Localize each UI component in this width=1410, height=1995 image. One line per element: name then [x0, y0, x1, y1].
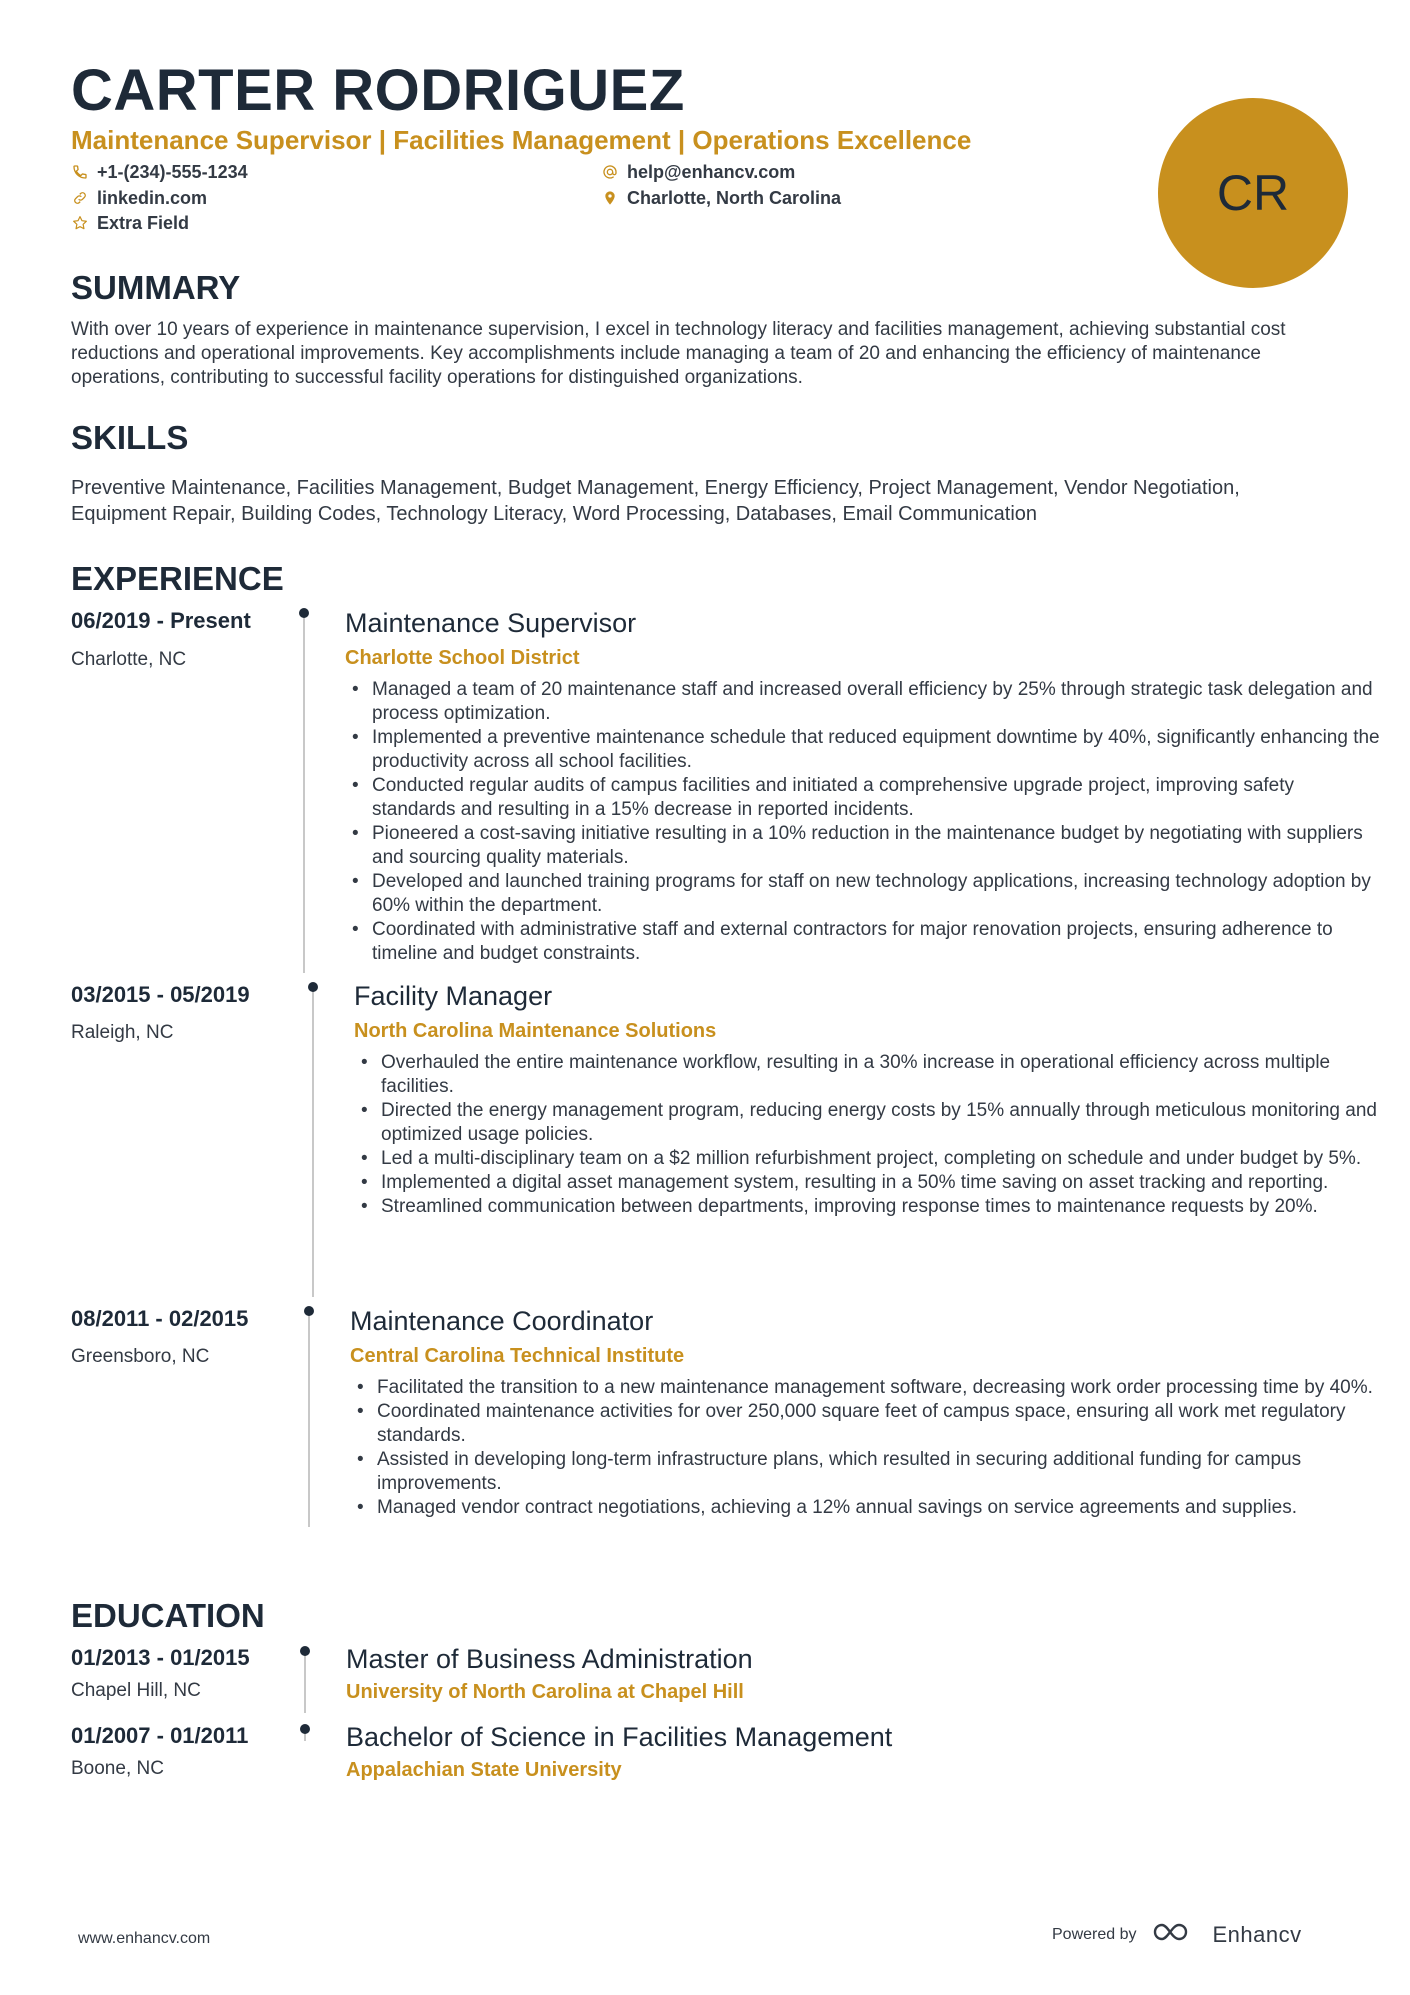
- list-item: • Directed the energy management program, reducing energy costs by 15% annually through meticulous monitoring and optimized usage policies.: [381, 1099, 1391, 1147]
- job-title: Facility Manager: [354, 981, 553, 1011]
- headline: Maintenance Supervisor | Facilities Management | Operations Excellence: [71, 125, 972, 155]
- list-item: • Implemented a digital asset management system, resulting in a 50% time saving on asset tracking and reporting.: [381, 1171, 1391, 1195]
- contact-phone[interactable]: [71, 160, 248, 184]
- experience-heading: EXPERIENCE: [71, 560, 284, 597]
- list-item: • Overhauled the entire maintenance workflow, resulting in a 30% increase in operational efficiency across multiple facilities.: [381, 1051, 1391, 1099]
- contact-location: [601, 186, 841, 210]
- list-item: • Pioneered a cost-saving initiative resulting in a 10% reduction in the maintenance budget by negotiating with suppliers and sourcing quality materials.: [372, 822, 1382, 870]
- job-date: 06/2019 - Present: [71, 608, 251, 633]
- timeline-line: [303, 613, 305, 973]
- timeline-line: [312, 987, 314, 1297]
- list-item: • Coordinated maintenance activities for over 250,000 square feet of campus space, ensuring all work met regulatory standards.: [377, 1400, 1387, 1448]
- education-heading: EDUCATION: [71, 1597, 265, 1634]
- job-company: North Carolina Maintenance Solutions: [354, 1020, 717, 1042]
- avatar: [1158, 98, 1348, 288]
- timeline-dot: [300, 1646, 310, 1656]
- job-date: 03/2015 - 05/2019: [71, 982, 250, 1007]
- job-company: Charlotte School District: [345, 647, 580, 669]
- footer-website[interactable]: www.enhancv.com: [78, 1930, 211, 1947]
- job-bullets: [351, 1376, 1387, 1520]
- star-icon: [71, 214, 89, 232]
- skills-text: Preventive Maintenance, Facilities Management, Budget Management, Energy Efficiency, Project Management, Vendor Negotiation, Equipment Repair, Building Codes, Technology Literacy, Word Processing, Databases, Email Communication: [71, 477, 1240, 525]
- timeline-dot: [299, 608, 309, 618]
- phone-text: +1-(234)-555-1234: [97, 162, 248, 182]
- list-item: • Implemented a preventive maintenance schedule that reduced equipment downtime by 40%, significantly enhancing the productivity across all school facilities.: [372, 726, 1382, 774]
- summary-heading: SUMMARY: [71, 269, 241, 306]
- list-item: • Assisted in developing long-term infrastructure plans, which resulted in securing additional funding for campus improvements.: [377, 1448, 1387, 1496]
- location-text: Charlotte, North Carolina: [627, 188, 842, 208]
- list-item: • Led a multi-disciplinary team on a $2 million refurbishment project, completing on schedule and under budget by 5%.: [381, 1147, 1391, 1171]
- skills-heading: SKILLS: [71, 419, 189, 456]
- phone-icon: [71, 163, 89, 181]
- map-pin-icon: [601, 189, 619, 207]
- list-item: • Facilitated the transition to a new maintenance management software, decreasing work order processing time by 40%.: [377, 1376, 1387, 1400]
- job-location: Greensboro, NC: [71, 1346, 210, 1367]
- timeline-line: [304, 1651, 306, 1713]
- enhancv-logo-icon: [1151, 1920, 1199, 1949]
- candidate-name: CARTER RODRIGUEZ: [71, 58, 685, 123]
- timeline-dot: [308, 982, 318, 992]
- link-icon: [71, 189, 89, 207]
- job-date: 08/2011 - 02/2015: [71, 1306, 249, 1331]
- education-school: University of North Carolina at Chapel Hill: [346, 1681, 744, 1703]
- education-date: 01/2013 - 01/2015: [71, 1645, 250, 1670]
- list-item: • Managed a team of 20 maintenance staff and increased overall efficiency by 25% through strategic task delegation and process optimization.: [372, 678, 1382, 726]
- timeline-line: [308, 1311, 310, 1527]
- linkedin-text: linkedin.com: [97, 188, 208, 208]
- education-location: Chapel Hill, NC: [71, 1680, 201, 1701]
- list-item: • Conducted regular audits of campus facilities and initiated a comprehensive upgrade project, improving safety standards and resulting in a 15% decrease in reported incidents.: [372, 774, 1382, 822]
- summary-text: With over 10 years of experience in maintenance supervision, I excel in technology literacy and facilities management, achieving substantial cost reductions and operational improvements. Key accomplishments include managing a team of 20 and enhancing the efficiency of maintenance operations, contributing to successful facility operations for distinguished organizations.: [71, 319, 1286, 388]
- timeline-dot: [300, 1724, 310, 1734]
- extra-text: Extra Field: [97, 213, 190, 233]
- education-date: 01/2007 - 01/2011: [71, 1723, 249, 1748]
- list-item: • Developed and launched training programs for staff on new technology applications, increasing technology adoption by 60% within the department.: [372, 870, 1382, 918]
- list-item: • Streamlined communication between departments, improving response times to maintenance requests by 20%.: [381, 1195, 1391, 1219]
- email-text: help@enhancv.com: [627, 162, 796, 182]
- education-degree: Master of Business Administration: [346, 1644, 753, 1674]
- contact-info: [71, 160, 1131, 240]
- education-degree: Bachelor of Science in Facilities Management: [346, 1722, 893, 1752]
- job-title: Maintenance Coordinator: [350, 1306, 654, 1336]
- brand-name: Enhancv: [1212, 1921, 1302, 1947]
- job-location: Charlotte, NC: [71, 649, 187, 670]
- list-item: • Managed vendor contract negotiations, achieving a 12% annual savings on service agreements and supplies.: [377, 1496, 1387, 1520]
- list-item: • Coordinated with administrative staff and external contractors for major renovation projects, ensuring adherence to timeline and budget constraints.: [372, 918, 1382, 966]
- education-location: Boone, NC: [71, 1758, 164, 1779]
- education-school: Appalachian State University: [346, 1759, 622, 1781]
- powered-by-label: Powered by: [1052, 1925, 1137, 1943]
- contact-email[interactable]: [601, 160, 795, 184]
- at-icon: [601, 163, 619, 181]
- job-title: Maintenance Supervisor: [345, 608, 637, 638]
- job-location: Raleigh, NC: [71, 1022, 174, 1043]
- avatar-initials: CR: [1216, 165, 1290, 221]
- job-bullets: [346, 678, 1382, 966]
- timeline-dot: [304, 1306, 314, 1316]
- job-company: Central Carolina Technical Institute: [350, 1345, 685, 1367]
- job-bullets: [355, 1051, 1391, 1219]
- contact-extra: [71, 211, 189, 235]
- footer-branding: [1052, 1920, 1302, 1949]
- contact-linkedin[interactable]: [71, 186, 207, 210]
